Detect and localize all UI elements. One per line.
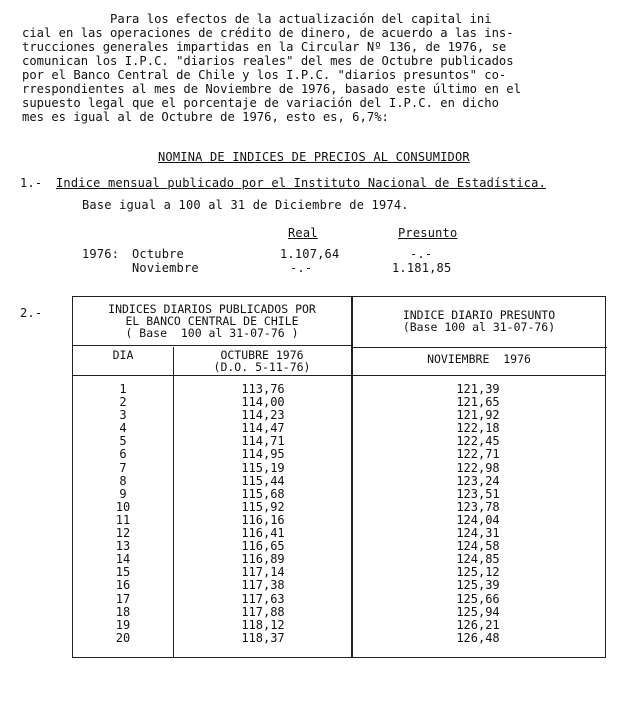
table-cell-octubre: 115,92: [241, 499, 285, 514]
column-dia: [95, 383, 151, 645]
table-cell-dia: 12: [115, 526, 131, 541]
table-cell-octubre: 114,47: [241, 421, 285, 436]
table-cell-octubre: 116,41: [241, 526, 285, 541]
table-cell-octubre: 117,63: [241, 591, 285, 606]
table-cell-dia: 14: [115, 552, 131, 567]
presunto-noviembre: 1.181,85: [392, 261, 452, 275]
table-cell-noviembre: 124,04: [456, 512, 500, 527]
table-cell-noviembre: 125,39: [456, 578, 500, 593]
table-cell-dia: 6: [119, 447, 127, 462]
table-cell-noviembre: 122,45: [456, 434, 500, 449]
indices-table: [72, 296, 606, 658]
table-cell-dia: 17: [115, 591, 131, 606]
table-cell-dia: 8: [119, 473, 127, 488]
section1-number: 1.-: [20, 176, 43, 190]
table-cell-octubre: 115,68: [241, 486, 285, 501]
table-cell-noviembre: 125,94: [456, 604, 500, 619]
intro-line: supuesto legal que el porcentaje de variación del I.P.C. en dicho: [22, 96, 499, 110]
table-cell-dia: 15: [115, 565, 131, 580]
divider-header-left: [73, 345, 351, 346]
section2-number: 2.-: [20, 306, 43, 320]
table-cell-dia: 5: [119, 434, 127, 449]
table-cell-noviembre: 124,85: [456, 552, 500, 567]
table-cell-octubre: 114,00: [241, 395, 285, 410]
table-cell-noviembre: 122,98: [456, 460, 500, 475]
table-cell-octubre: 117,38: [241, 578, 285, 593]
real-octubre: 1.107,64: [280, 247, 340, 261]
table-cell-noviembre: 126,21: [456, 617, 500, 632]
header-octubre: OCTUBRE 1976 (D.O. 5-11-76): [213, 348, 311, 374]
table-cell-octubre: 118,12: [241, 617, 285, 632]
header-bcentral: INDICES DIARIOS PUBLICADOS POR EL BANCO CENTRAL DE CHILE ( Base 100 al 31-07-76 ): [108, 302, 316, 340]
table-cell-octubre: 114,71: [241, 434, 285, 449]
table-cell-dia: 4: [119, 421, 127, 436]
table-cell-octubre: 116,16: [241, 512, 285, 527]
intro-line: por el Banco Central de Chile y los I.P.C. "diarios presuntos" co-: [22, 68, 507, 82]
table-cell-noviembre: 122,18: [456, 421, 500, 436]
table-cell-dia: 7: [119, 460, 127, 475]
table-cell-noviembre: 121,65: [456, 395, 500, 410]
header-noviembre: NOVIEMBRE 1976: [427, 352, 531, 366]
table-cell-noviembre: 124,58: [456, 539, 500, 554]
table-cell-dia: 3: [119, 408, 127, 423]
table-cell-dia: 13: [115, 539, 131, 554]
document-heading: NOMINA DE INDICES DE PRECIOS AL CONSUMIDOR: [158, 150, 470, 164]
header-dia: DIA: [112, 348, 134, 362]
table-cell-noviembre: 121,92: [456, 408, 500, 423]
table-cell-dia: 20: [115, 630, 131, 645]
table-cell-octubre: 114,23: [241, 408, 285, 423]
table-cell-noviembre: 123,78: [456, 499, 500, 514]
intro-line: rrespondientes al mes de Noviembre de 1976, basado este último en el: [22, 82, 521, 96]
table-cell-dia: 2: [119, 395, 127, 410]
table-cell-noviembre: 126,48: [456, 630, 500, 645]
table-cell-noviembre: 123,24: [456, 473, 500, 488]
section1-base: Base igual a 100 al 31 de Diciembre de 1974.: [82, 198, 409, 212]
table-cell-dia: 19: [115, 617, 131, 632]
table-cell-noviembre: 122,71: [456, 447, 500, 462]
month-octubre: Octubre: [132, 247, 184, 261]
table-cell-noviembre: 123,51: [456, 486, 500, 501]
intro-line: comunican los I.P.C. "diarios reales" del mes de Octubre publicados: [22, 54, 514, 68]
month-noviembre: Noviembre: [132, 261, 199, 275]
year-label: 1976:: [82, 247, 120, 261]
table-cell-octubre: 117,14: [241, 565, 285, 580]
col-real-header: Real: [288, 226, 318, 240]
table-cell-octubre: 115,44: [241, 473, 285, 488]
real-noviembre: -.-: [290, 261, 313, 275]
divider-main: [351, 297, 353, 657]
table-cell-noviembre: 125,12: [456, 565, 500, 580]
table-cell-dia: 9: [119, 486, 127, 501]
col-presunto-header: Presunto: [398, 226, 458, 240]
table-cell-dia: 18: [115, 604, 131, 619]
table-cell-octubre: 115,19: [241, 460, 285, 475]
table-cell-dia: 11: [115, 512, 131, 527]
table-cell-octubre: 114,95: [241, 447, 285, 462]
column-octubre: [213, 383, 313, 645]
divider-dia: [173, 347, 174, 657]
section1-title: Indice mensual publicado por el Instituto Nacional de Estadística.: [56, 176, 547, 190]
table-cell-octubre: 117,88: [241, 604, 285, 619]
table-cell-octubre: 118,37: [241, 630, 285, 645]
table-cell-dia: 16: [115, 578, 131, 593]
table-cell-octubre: 116,65: [241, 539, 285, 554]
column-noviembre: [428, 383, 528, 645]
intro-line: Para los efectos de la actualización del capital ini: [22, 12, 492, 26]
header-presunto: INDICE DIARIO PRESUNTO (Base 100 al 31-07-76): [402, 308, 556, 334]
intro-line: cial en las operaciones de crédito de dinero, de acuerdo a las ins-: [22, 26, 514, 40]
table-cell-octubre: 113,76: [241, 382, 285, 396]
intro-line: mes es igual al de Octubre de 1976, esto es, 6,7%:: [22, 110, 389, 124]
divider-header-right: [351, 347, 607, 348]
table-cell-dia: 1: [119, 382, 127, 396]
table-cell-dia: 10: [115, 499, 131, 514]
table-cell-octubre: 116,89: [241, 552, 285, 567]
presunto-octubre: -.-: [410, 247, 433, 261]
table-cell-noviembre: 125,66: [456, 591, 500, 606]
divider-subheader: [73, 375, 605, 376]
table-cell-noviembre: 121,39: [456, 382, 500, 396]
intro-line: trucciones generales impartidas en la Circular Nº 136, de 1976, se: [22, 40, 507, 54]
table-cell-noviembre: 124,31: [456, 526, 500, 541]
